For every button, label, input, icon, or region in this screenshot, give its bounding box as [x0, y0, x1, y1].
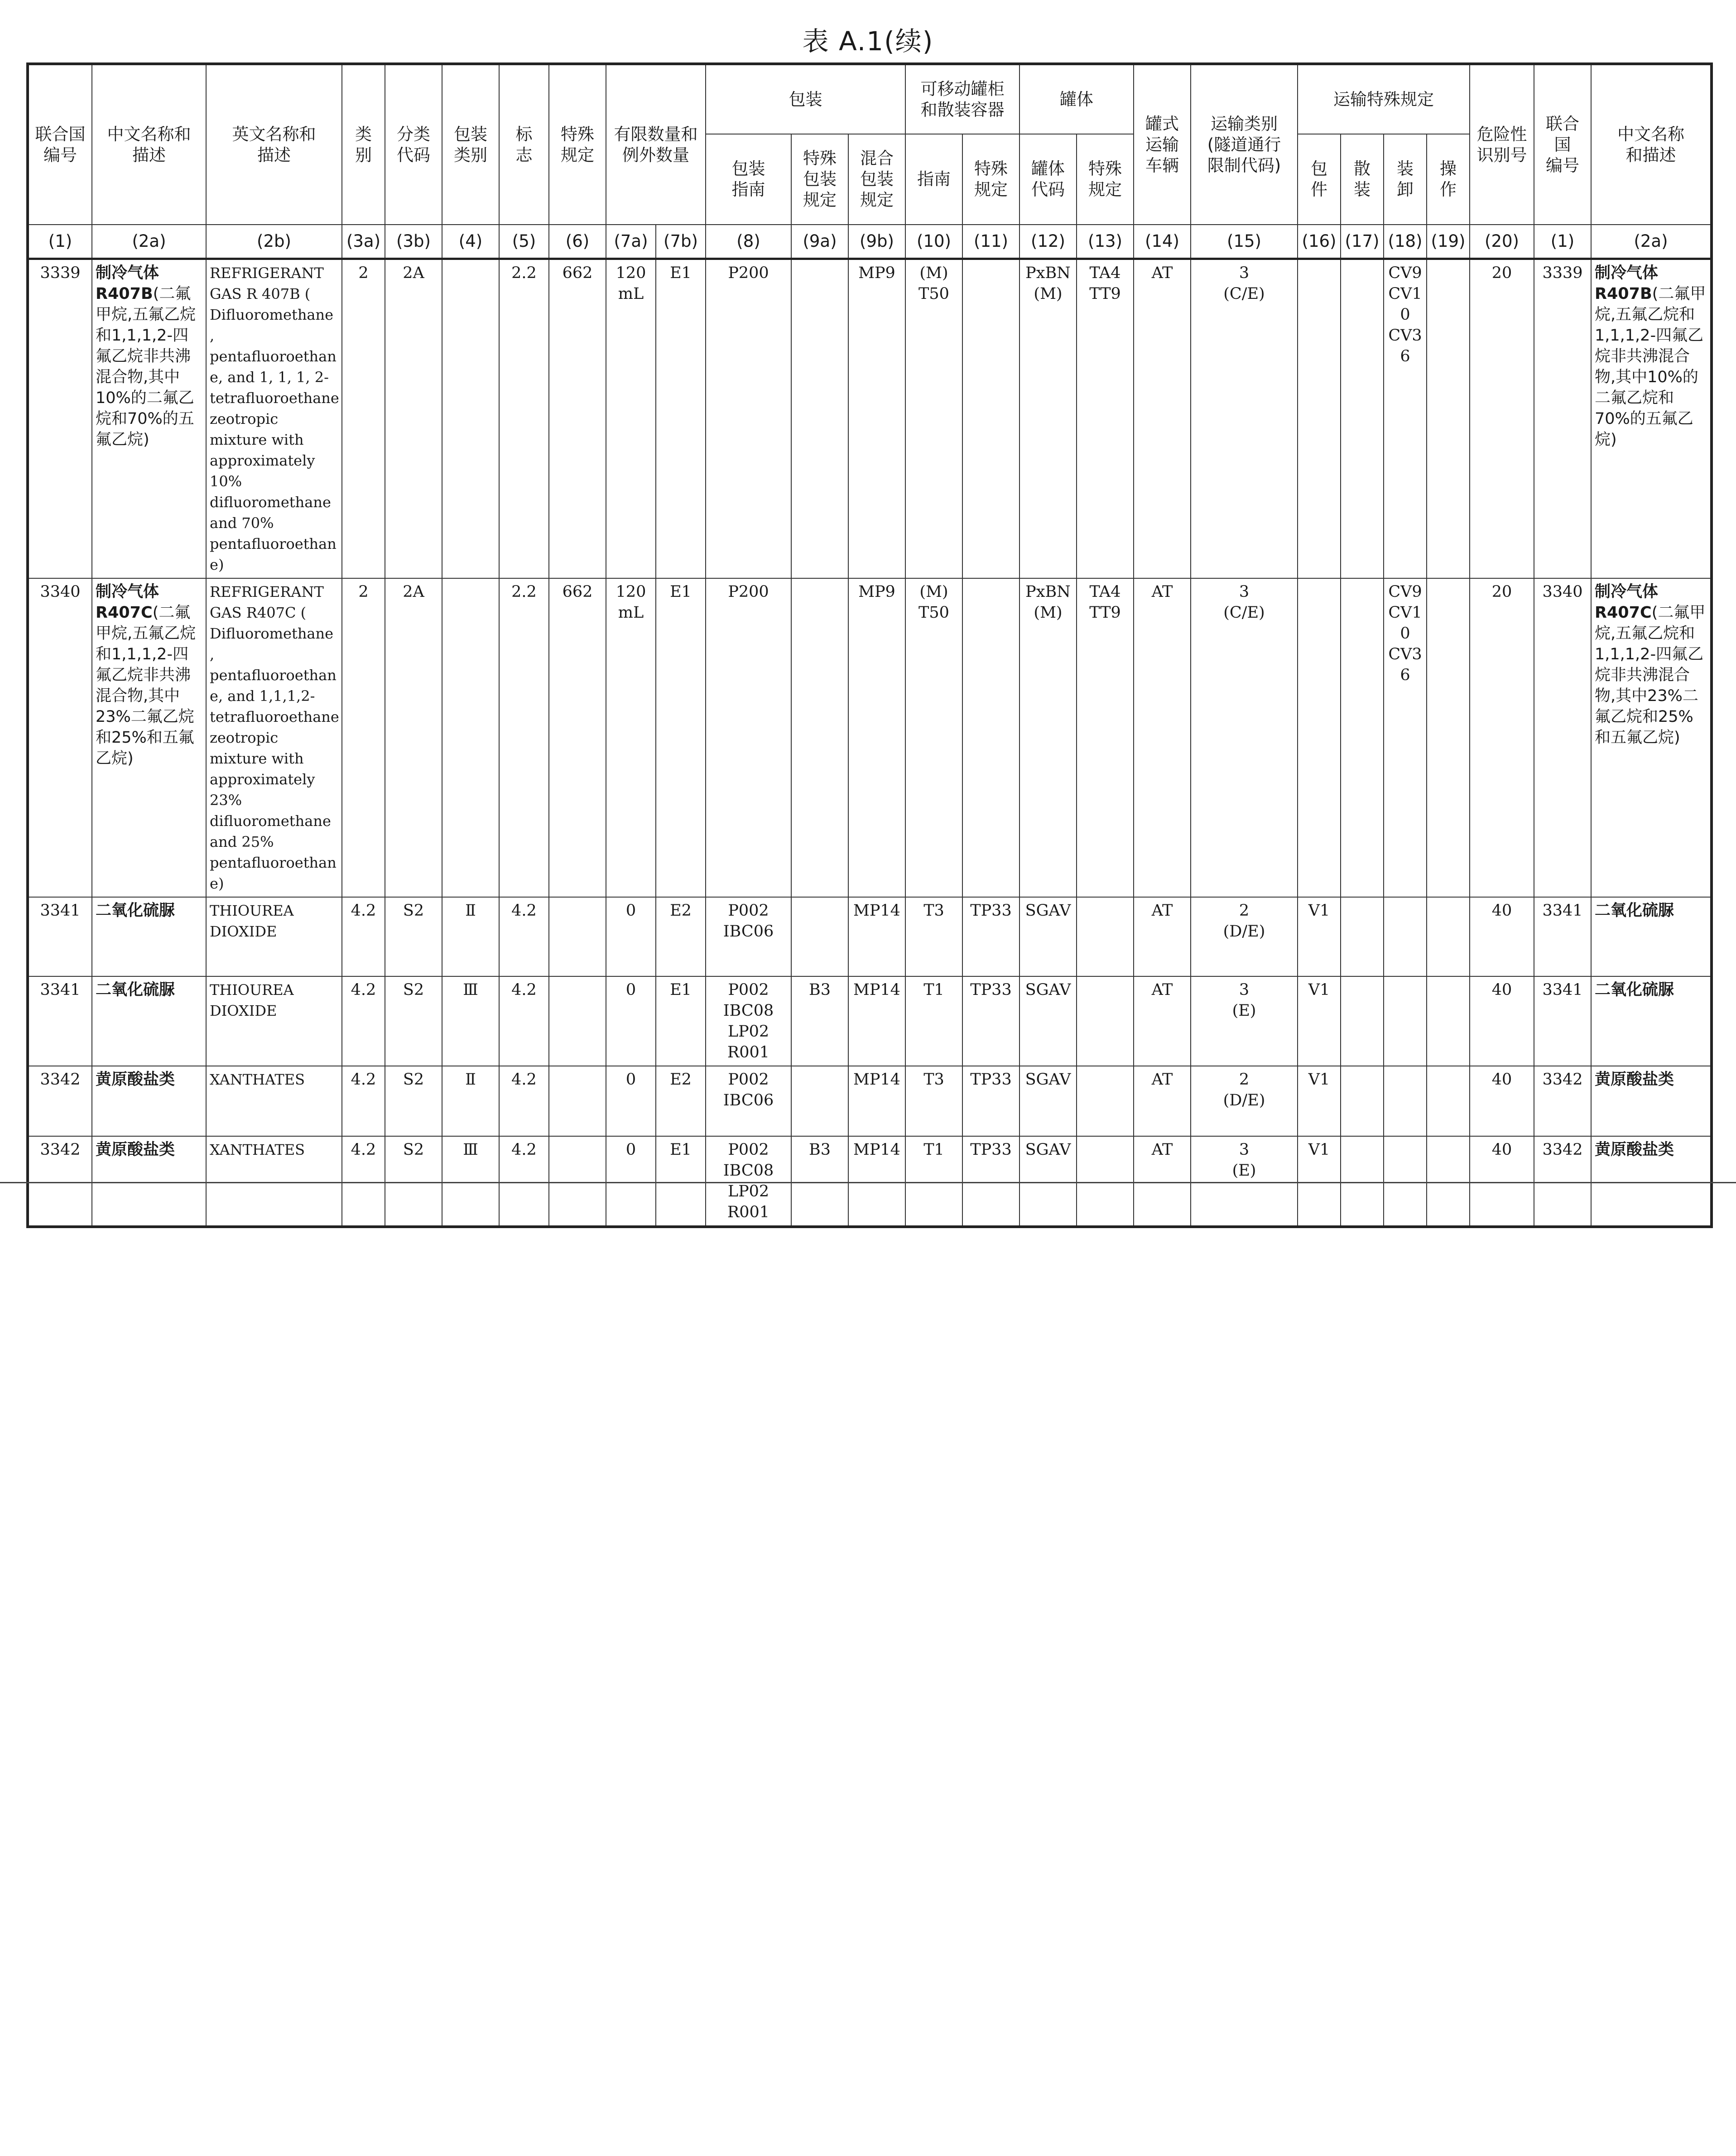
cell-name-desc: (二氟甲烷,五氟乙烷和1,1,1,2-四氟乙烷非共沸混合物,其中10%的二氟乙烷和70%的五氟乙烷): [1595, 285, 1706, 449]
cell-pkg: [1298, 259, 1341, 579]
cell-label: 4.2: [499, 897, 549, 976]
cell-pack-group: [442, 259, 499, 579]
cell-hazard-id: 20: [1470, 578, 1534, 897]
cell-pkg: V1: [1298, 976, 1341, 1066]
cell-transport-cat: 3 (C/E): [1191, 578, 1298, 897]
cell-mixed-pack: MP9: [848, 578, 905, 897]
cell-excepted: E2: [656, 1066, 706, 1136]
header-tank-vehicle: 罐式 运输 车辆: [1134, 64, 1191, 225]
cell-hazard-id: 20: [1470, 259, 1534, 579]
table-row: [28, 1066, 1712, 1136]
cell-name-bold: 黄原酸盐类: [96, 1071, 175, 1089]
cell-label: 2.2: [499, 578, 549, 897]
cell-tank-code: PxBN (M): [1019, 259, 1077, 579]
cell-loading: CV9 CV10 CV36: [1384, 578, 1427, 897]
header-packing-group: 包装 类别: [442, 64, 499, 225]
cell-operation: [1427, 578, 1470, 897]
cell-tank-code: SGAV: [1019, 976, 1077, 1066]
cell-pkg: V1: [1298, 1066, 1341, 1136]
cell-mixed-pack: MP9: [848, 259, 905, 579]
cell-mixed-pack: MP14: [848, 976, 905, 1066]
cell-operation: [1427, 1066, 1470, 1136]
header-un-number: 联合国 编号: [28, 64, 92, 225]
column-number: (3b): [385, 225, 442, 259]
cell-name-desc: (二氟甲烷,五氟乙烷和1,1,1,2-四氟乙烷非共沸混合物,其中23%二氟乙烷和25%和五氟乙烷): [96, 604, 196, 768]
cell-name-bold: 黄原酸盐类: [1595, 1071, 1674, 1089]
column-number: (16): [1298, 225, 1341, 259]
header-tank-special: 特殊 规定: [1077, 134, 1134, 225]
cell-bulk: [1341, 259, 1384, 579]
header-packages: 包 件: [1298, 134, 1341, 225]
cell-tank-special: [1077, 976, 1134, 1066]
cell-special: [549, 976, 606, 1066]
cell-name-desc: (二氟甲烷,五氟乙烷和1,1,1,2-四氟乙烷非共沸混合物,其中10%的二氟乙烷和70%的五氟乙烷): [96, 285, 196, 449]
column-number: (10): [905, 225, 962, 259]
header-special-packing: 特殊 包装 规定: [791, 134, 848, 225]
cell-tank-code: SGAV: [1019, 897, 1077, 976]
cell-tank-code: SGAV: [1019, 1066, 1077, 1136]
cell-class: 2: [342, 259, 385, 579]
header-label: 标 志: [499, 64, 549, 225]
column-number: (7b): [656, 225, 706, 259]
cell-class-code: S2: [385, 1066, 442, 1136]
cell-pkg: V1: [1298, 897, 1341, 976]
cell-chinese-name: [92, 578, 206, 897]
cell-special: 662: [549, 259, 606, 579]
column-number: (2a): [92, 225, 206, 259]
cell-bulk: [1341, 1136, 1384, 1227]
header-un-number-repeat: 联合国 编号: [1534, 64, 1591, 225]
cell-name-desc: (二氟甲烷,五氟乙烷和1,1,1,2-四氟乙烷非共沸混合物,其中23%二氟乙烷和25%和五氟乙烷): [1595, 604, 1706, 747]
cell-name-bold: 制冷气体R407B: [96, 264, 159, 303]
cell-excepted: E2: [656, 897, 706, 976]
cell-pack-group: Ⅲ: [442, 976, 499, 1066]
cell-excepted: E1: [656, 578, 706, 897]
cell-chinese-name: [92, 897, 206, 976]
cell-class: 4.2: [342, 1066, 385, 1136]
cell-guide: T1: [905, 976, 962, 1066]
cell-un: 3339: [28, 259, 92, 579]
cell-chinese-name-repeat: [1591, 976, 1712, 1066]
cell-chinese-name-repeat: [1591, 1136, 1712, 1227]
cell-pack-group: [442, 578, 499, 897]
cell-guide: T1: [905, 1136, 962, 1227]
cell-portable-special: TP33: [962, 1136, 1019, 1227]
cell-label: 4.2: [499, 1136, 549, 1227]
cell-portable-special: TP33: [962, 976, 1019, 1066]
header-packaging: 包装: [706, 64, 905, 134]
cell-name-bold: 制冷气体R407B: [1595, 264, 1659, 303]
cell-excepted: E1: [656, 1136, 706, 1227]
cell-operation: [1427, 259, 1470, 579]
cell-limited: 0: [606, 1066, 656, 1136]
cell-pack-instr: P002 IBC08 LP02 R001: [706, 976, 791, 1066]
cell-limited: 0: [606, 976, 656, 1066]
cell-portable-special: TP33: [962, 897, 1019, 976]
cell-pack-instr: P200: [706, 578, 791, 897]
cell-chinese-name-repeat: [1591, 259, 1712, 579]
header-tank-code: 罐体 代码: [1019, 134, 1077, 225]
cell-excepted: E1: [656, 259, 706, 579]
cell-un2: 3340: [1534, 578, 1591, 897]
column-number: (17): [1341, 225, 1384, 259]
table-row: [28, 259, 1712, 579]
cell-chinese-name-repeat: [1591, 578, 1712, 897]
column-number: (7a): [606, 225, 656, 259]
cell-name-bold: 制冷气体R407C: [96, 583, 159, 622]
cell-label: 4.2: [499, 976, 549, 1066]
cell-portable-special: [962, 578, 1019, 897]
cell-class: 4.2: [342, 897, 385, 976]
header-packing-instructions: 包装 指南: [706, 134, 791, 225]
cell-tank-vehicle: AT: [1134, 259, 1191, 579]
column-number: (2a): [1591, 225, 1712, 259]
cell-special-pack: [791, 897, 848, 976]
cell-operation: [1427, 976, 1470, 1066]
header-tank: 罐体: [1019, 64, 1134, 134]
cell-en: THIOUREA DIOXIDE: [206, 976, 342, 1066]
cell-name-bold: 二氧化硫脲: [96, 902, 175, 920]
table-row: [28, 897, 1712, 976]
cell-hazard-id: 40: [1470, 976, 1534, 1066]
column-number: (1): [28, 225, 92, 259]
cell-chinese-name: [92, 1066, 206, 1136]
cell-un2: 3339: [1534, 259, 1591, 579]
cell-special: [549, 1136, 606, 1227]
cell-tank-special: TA4 TT9: [1077, 578, 1134, 897]
column-number: (2b): [206, 225, 342, 259]
column-number: (19): [1427, 225, 1470, 259]
cell-class-code: S2: [385, 897, 442, 976]
header-loading: 装 卸: [1384, 134, 1427, 225]
cell-en: XANTHATES: [206, 1136, 342, 1227]
cell-tank-vehicle: AT: [1134, 578, 1191, 897]
column-number: (8): [706, 225, 791, 259]
column-number: (3a): [342, 225, 385, 259]
cell-guide: (M) T50: [905, 578, 962, 897]
cell-limited: 120mL: [606, 259, 656, 579]
cell-special: 662: [549, 578, 606, 897]
cell-tank-code: SGAV: [1019, 1136, 1077, 1227]
cell-guide: T3: [905, 1066, 962, 1136]
cell-bulk: [1341, 897, 1384, 976]
cell-pack-instr: P002 IBC06: [706, 897, 791, 976]
cell-en: THIOUREA DIOXIDE: [206, 897, 342, 976]
cell-pack-group: Ⅱ: [442, 1066, 499, 1136]
header-portable-tanks: 可移动罐柜 和散装容器: [905, 64, 1019, 134]
cell-tank-special: [1077, 897, 1134, 976]
cell-tank-special: [1077, 1066, 1134, 1136]
cell-label: 2.2: [499, 259, 549, 579]
cell-tank-vehicle: AT: [1134, 1066, 1191, 1136]
cell-special-pack: B3: [791, 976, 848, 1066]
cell-transport-cat: 2 (D/E): [1191, 897, 1298, 976]
header-bulk: 散 装: [1341, 134, 1384, 225]
cell-special-pack: [791, 1066, 848, 1136]
cell-limited: 0: [606, 897, 656, 976]
header-portable-special: 特殊 规定: [962, 134, 1019, 225]
cell-un2: 3342: [1534, 1066, 1591, 1136]
cell-special: [549, 1066, 606, 1136]
cell-loading: [1384, 1066, 1427, 1136]
table-title: 表 A.1(续): [802, 26, 934, 57]
header-classification-code: 分类 代码: [385, 64, 442, 225]
header-english-name: 英文名称和 描述: [206, 64, 342, 225]
cell-chinese-name: [92, 1136, 206, 1227]
cell-un: 3341: [28, 897, 92, 976]
column-number-row: [28, 225, 1712, 259]
cell-loading: [1384, 897, 1427, 976]
page-divider: [0, 1182, 1736, 1183]
cell-un: 3342: [28, 1136, 92, 1227]
cell-class-code: 2A: [385, 259, 442, 579]
cell-un: 3340: [28, 578, 92, 897]
cell-portable-special: TP33: [962, 1066, 1019, 1136]
cell-pkg: V1: [1298, 1136, 1341, 1227]
column-number: (1): [1534, 225, 1591, 259]
header-transport-category: 运输类别 (隧道通行 限制代码): [1191, 64, 1298, 225]
cell-guide: (M) T50: [905, 259, 962, 579]
header-mixed-packing: 混合 包装 规定: [848, 134, 905, 225]
header-transport-special: 运输特殊规定: [1298, 64, 1470, 134]
cell-en: XANTHATES: [206, 1066, 342, 1136]
table-row: [28, 976, 1712, 1066]
cell-pack-group: Ⅱ: [442, 897, 499, 976]
column-number: (11): [962, 225, 1019, 259]
cell-limited: 120mL: [606, 578, 656, 897]
cell-tank-vehicle: AT: [1134, 897, 1191, 976]
column-number: (9b): [848, 225, 905, 259]
cell-un2: 3341: [1534, 976, 1591, 1066]
cell-special-pack: [791, 578, 848, 897]
column-number: (4): [442, 225, 499, 259]
cell-name-bold: 黄原酸盐类: [1595, 1141, 1674, 1159]
column-number: (20): [1470, 225, 1534, 259]
cell-class-code: S2: [385, 976, 442, 1066]
cell-tank-vehicle: AT: [1134, 976, 1191, 1066]
cell-class-code: S2: [385, 1136, 442, 1227]
cell-en: REFRIGERANT GAS R 407B ( Difluoromethane , pentafluoroethane, and 1, 1, 1, 2-tetrafluoroethane zeotropic mixture with approximately 10% difluoromethane and 70% pentafluoroethane): [206, 259, 342, 579]
cell-class: 4.2: [342, 1136, 385, 1227]
cell-transport-cat: 3 (E): [1191, 976, 1298, 1066]
cell-loading: [1384, 1136, 1427, 1227]
cell-bulk: [1341, 578, 1384, 897]
cell-un: 3341: [28, 976, 92, 1066]
column-number: (15): [1191, 225, 1298, 259]
cell-chinese-name-repeat: [1591, 897, 1712, 976]
column-number: (9a): [791, 225, 848, 259]
cell-guide: T3: [905, 897, 962, 976]
column-number: (5): [499, 225, 549, 259]
header-class: 类 别: [342, 64, 385, 225]
cell-name-bold: 制冷气体R407C: [1595, 583, 1659, 622]
cell-class-code: 2A: [385, 578, 442, 897]
column-number: (18): [1384, 225, 1427, 259]
cell-pack-group: Ⅲ: [442, 1136, 499, 1227]
cell-un2: 3342: [1534, 1136, 1591, 1227]
cell-un2: 3341: [1534, 897, 1591, 976]
cell-mixed-pack: MP14: [848, 897, 905, 976]
header-chinese-name-repeat: 中文名称 和描述: [1591, 64, 1712, 225]
cell-transport-cat: 3 (C/E): [1191, 259, 1298, 579]
cell-excepted: E1: [656, 976, 706, 1066]
cell-un: 3342: [28, 1066, 92, 1136]
header-chinese-name: 中文名称和 描述: [92, 64, 206, 225]
cell-pkg: [1298, 578, 1341, 897]
cell-mixed-pack: MP14: [848, 1136, 905, 1227]
cell-limited: 0: [606, 1136, 656, 1227]
cell-bulk: [1341, 976, 1384, 1066]
cell-pack-instr: P200: [706, 259, 791, 579]
cell-operation: [1427, 1136, 1470, 1227]
cell-tank-vehicle: AT: [1134, 1136, 1191, 1227]
cell-operation: [1427, 897, 1470, 976]
cell-class: 4.2: [342, 976, 385, 1066]
cell-tank-special: TA4 TT9: [1077, 259, 1134, 579]
table-row: [28, 578, 1712, 897]
cell-chinese-name-repeat: [1591, 1066, 1712, 1136]
header-operation: 操 作: [1427, 134, 1470, 225]
cell-loading: CV9 CV10 CV36: [1384, 259, 1427, 579]
cell-pack-instr: P002 IBC08 LP02 R001: [706, 1136, 791, 1227]
cell-name-bold: 二氧化硫脲: [1595, 902, 1674, 920]
cell-special-pack: [791, 259, 848, 579]
cell-portable-special: [962, 259, 1019, 579]
header-guide: 指南: [905, 134, 962, 225]
header-hazard-id: 危险性 识别号: [1470, 64, 1534, 225]
cell-chinese-name: [92, 259, 206, 579]
cell-special: [549, 897, 606, 976]
column-number: (13): [1077, 225, 1134, 259]
column-number: (12): [1019, 225, 1077, 259]
cell-name-bold: 二氧化硫脲: [1595, 981, 1674, 999]
cell-pack-instr: P002 IBC06: [706, 1066, 791, 1136]
cell-tank-special: [1077, 1136, 1134, 1227]
cell-en: REFRIGERANT GAS R407C ( Difluoromethane , pentafluoroethane, and 1,1,1,2-tetrafluoroethane zeotropic mixture with approximately 23% difluoromethane and 25% pentafluoroethane): [206, 578, 342, 897]
cell-chinese-name: [92, 976, 206, 1066]
cell-hazard-id: 40: [1470, 897, 1534, 976]
cell-tank-code: PxBN (M): [1019, 578, 1077, 897]
cell-loading: [1384, 976, 1427, 1066]
table-row: [28, 1136, 1712, 1227]
column-number: (6): [549, 225, 606, 259]
header-special-provisions: 特殊 规定: [549, 64, 606, 225]
column-number: (14): [1134, 225, 1191, 259]
cell-bulk: [1341, 1066, 1384, 1136]
cell-mixed-pack: MP14: [848, 1066, 905, 1136]
cell-transport-cat: 3 (E): [1191, 1136, 1298, 1227]
cell-hazard-id: 40: [1470, 1136, 1534, 1227]
header-limited-quantities: 有限数量和 例外数量: [606, 64, 706, 225]
cell-special-pack: B3: [791, 1136, 848, 1227]
cell-class: 2: [342, 578, 385, 897]
cell-name-bold: 黄原酸盐类: [96, 1141, 175, 1159]
cell-label: 4.2: [499, 1066, 549, 1136]
cell-hazard-id: 40: [1470, 1066, 1534, 1136]
cell-name-bold: 二氧化硫脲: [96, 981, 175, 999]
cell-transport-cat: 2 (D/E): [1191, 1066, 1298, 1136]
dangerous-goods-table: [26, 62, 1713, 1228]
